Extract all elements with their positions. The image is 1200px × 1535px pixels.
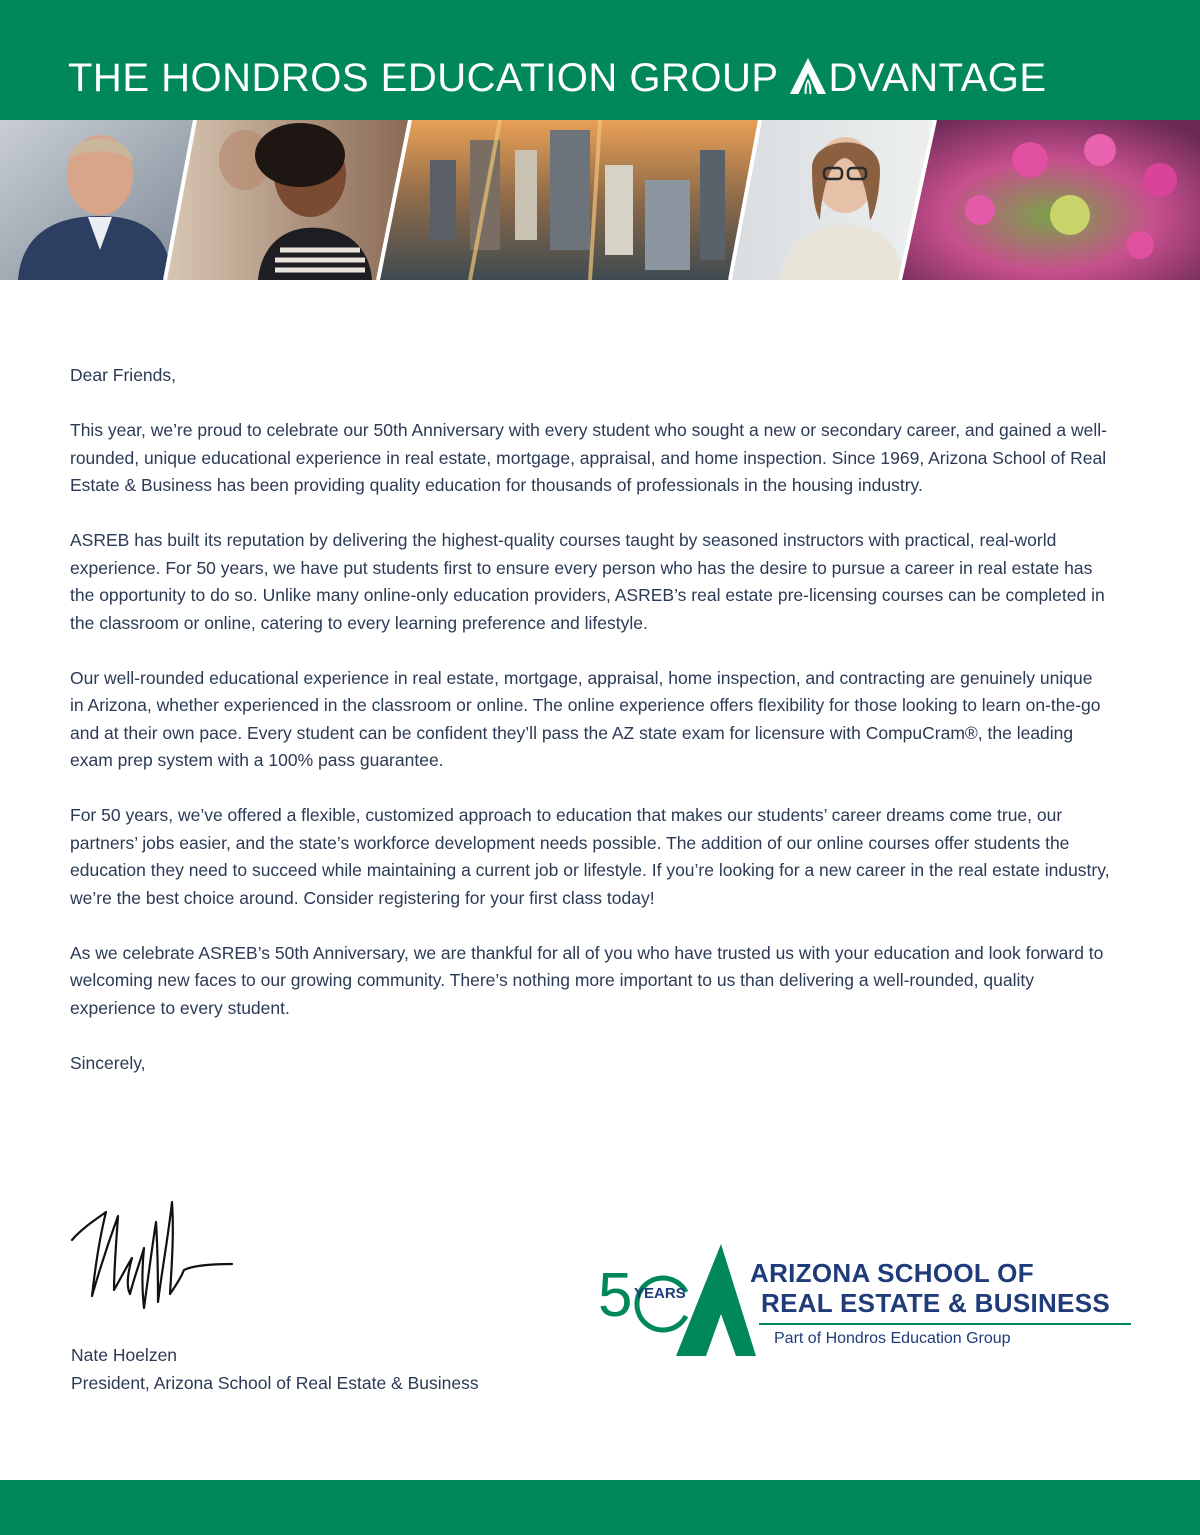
smiling-man-icon <box>0 120 195 280</box>
letter-paragraph: Our well-rounded educational experience in real estate, mortgage, appraisal, home inspection, and contracting are genuinely unique in Arizona, whether experienced in the classroom or online. The online experience offers flexibility for those looking to learn on-the-go and at their own pace. Every student can be confident they’ll pass the AZ state exam for licensure with CompuCram®, the leading exam prep system with a 100% pass guarantee. <box>70 667 1101 770</box>
years-label: YEARS <box>634 1285 686 1302</box>
logo-divider <box>759 1323 1131 1325</box>
logo-subline: Part of Hondros Education Group <box>774 1330 1011 1347</box>
greeting: Dear Friends, <box>70 365 177 385</box>
header-title <box>68 56 1047 101</box>
photo-strip <box>0 120 1200 280</box>
closing: Sincerely, <box>70 1052 146 1073</box>
handwritten-signature <box>70 1198 240 1320</box>
signer-name: Nate Hoelzen <box>71 1345 178 1365</box>
letter-paragraph: This year, we’re proud to celebrate our 50th Anniversary with every student who sought a new or secondary career, and gained a well-rounded, unique educational experience in real estate, mortgage, appraisal, and home inspection. Since 1969, Arizona School of Real Estate & Business has been providing quality education for thousands of professionals in the housing industry. <box>70 420 1107 495</box>
letter-body <box>70 362 1110 1105</box>
letter-paragraph: As we celebrate ASREB’s 50th Anniversary, we are thankful for all of you who have trusted us with your education and look forward to welcoming new faces to our growing community. There’s nothing more important to us than delivering a well-rounded, quality experience to every student. <box>70 942 1104 1018</box>
letter-paragraph: ASREB has built its reputation by delivering the highest-quality courses taught by seasoned instructors with practical, real-world experience. For 50 years, we have put students first to ensure every person who has the desire to pursue a career in real estate has the opportunity to do so. Unlike many online-only education providers, ASREB’s real estate pre-licensing courses can be completed in the classroom or online, catering to every learning preference and lifestyle. <box>70 530 1105 633</box>
header-title-post: DVANTAGE <box>828 56 1047 100</box>
fifty-years-emblem-icon <box>596 1244 756 1359</box>
city-aerial-icon <box>378 120 760 280</box>
signer-title: President, Arizona School of Real Estate & Business <box>71 1372 479 1393</box>
smiling-woman-icon <box>165 120 410 280</box>
footer-bar <box>0 1480 1200 1535</box>
header-bar <box>0 0 1200 120</box>
letter-paragraph: For 50 years, we’ve offered a flexible, customized approach to education that makes our students’ career dreams come true, our partners’ jobs easier, and the state’s workforce development needs possible. The addition of our online courses offer students the education they need to succeed while maintaining a current job or lifestyle. If you’re looking for a new career in the real estate industry, we’re the best choice around. Consider registering for your first class today! <box>70 805 1110 908</box>
advantage-a-logo-icon <box>789 57 827 95</box>
logo-name-line2: REAL ESTATE & BUSINESS <box>761 1288 1110 1318</box>
cactus-flower-icon <box>900 120 1200 280</box>
logo-name-line1: ARIZONA SCHOOL OF <box>750 1258 1034 1288</box>
signer-block <box>71 1342 479 1397</box>
header-title-pre: THE HONDROS EDUCATION GROUP <box>68 56 790 100</box>
asreb-logo <box>596 1244 1136 1359</box>
fifty-digit-five: 5 <box>598 1261 633 1330</box>
